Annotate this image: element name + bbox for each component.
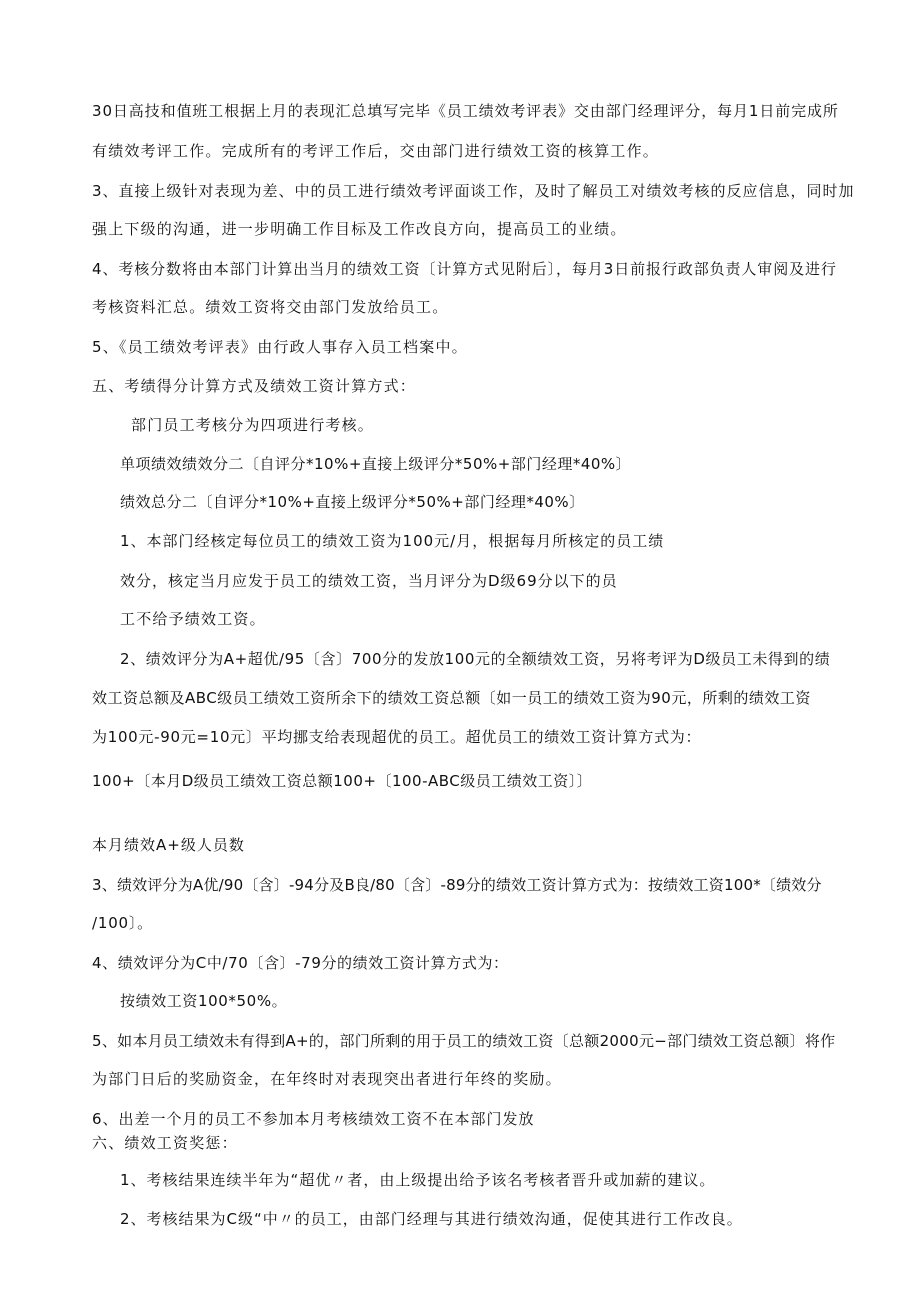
text-line: 4、绩效评分为C中/70〔含〕-79分的绩效工资计算方式为： [92, 954, 509, 972]
formula-line: 100+〔本月D级员工绩效工资总额100+〔100-ABC级员工绩效工资〕〕 [92, 772, 593, 790]
text-line: 5、如本月员工绩效未有得到A+的，部门所剩的用于员工的绩效工资〔总额2000元−部门绩效工资总额〕将作 [92, 1032, 836, 1050]
text-line: 有绩效考评工作。完成所有的考评工作后，交由部门进行绩效工资的核算工作。 [92, 142, 660, 160]
text-line: 按绩效工资100*50%。 [120, 992, 288, 1010]
text-line: 工不给予绩效工资。 [120, 610, 266, 628]
text-line: 1、考核结果连续半年为“超优〃者，由上级提出给予该名考核者晋升或加薪的建议。 [120, 1171, 716, 1189]
text-line: 3、直接上级针对表现为差、中的员工进行绩效考评面谈工作，及时了解员工对绩效考核的反应信息，同时加 [92, 182, 855, 200]
section-heading: 六、绩效工资奖惩： [92, 1134, 238, 1152]
text-line: 1、本部门经核定每位员工的绩效工资为100元/月，根据每月所核定的员工绩 [120, 532, 665, 550]
formula-denominator: 本月绩效A+级人员数 [92, 836, 245, 854]
text-line: 4、考核分数将由本部门计算出当月的绩效工资〔计算方式见附后〕，每月3日前报行政部负责人审阅及进行 [92, 260, 837, 278]
text-line: /100〕。 [92, 914, 153, 932]
text-line: 考核资料汇总。绩效工资将交由部门发放给员工。 [92, 298, 449, 316]
formula-line: 单项绩效绩效分二〔自评分*10%+直接上级评分*50%+部门经理*40%〕 [120, 455, 632, 473]
section-heading: 五、考绩得分计算方式及绩效工资计算方式： [92, 377, 417, 395]
text-line: 30日高技和值班工根据上月的表现汇总填写完毕《员工绩效考评表》交由部门经理评分，每月1日前完成所 [92, 102, 839, 120]
text-line: 6、出差一个月的员工不参加本月考核绩效工资不在本部门发放 [92, 1110, 535, 1128]
text-line: 2、绩效评分为A+超优/95〔含〕700分的发放100元的全额绩效工资，另将考评为D级员工未得到的绩 [120, 650, 831, 668]
text-line: 2、考核结果为C级“中〃的员工，由部门经理与其进行绩效沟通，促使其进行工作改良。 [120, 1210, 743, 1228]
text-line: 5、《员工绩效考评表》由行政人事存入员工档案中。 [92, 338, 468, 356]
text-line: 效工资总额及ABC级员工绩效工资所余下的绩效工资总额〔如一员工的绩效工资为90元，所剩的绩效工资 [92, 689, 811, 707]
text-line: 3、绩效评分为A优/90〔含〕-94分及B良/80〔含〕-89分的绩效工资计算方式为：按绩效工资100*〔绩效分 [92, 876, 822, 894]
text-line: 为部门日后的奖励资金，在年终时对表现突出者进行年终的奖励。 [92, 1070, 562, 1088]
text-line: 强上下级的沟通，进一步明确工作目标及工作改良方向，提高员工的业绩。 [92, 220, 627, 238]
text-line: 部门员工考核分为四项进行考核。 [131, 416, 375, 434]
text-line: 为100元-90元=10元〕平均挪支给表现超优的员工。超优员工的绩效工资计算方式为： [92, 728, 702, 746]
formula-line: 绩效总分二〔自评分*10%+直接上级评分*50%+部门经理*40%〕 [120, 493, 585, 511]
text-line: 效分，核定当月应发于员工的绩效工资，当月评分为D级69分以下的员 [120, 572, 618, 590]
